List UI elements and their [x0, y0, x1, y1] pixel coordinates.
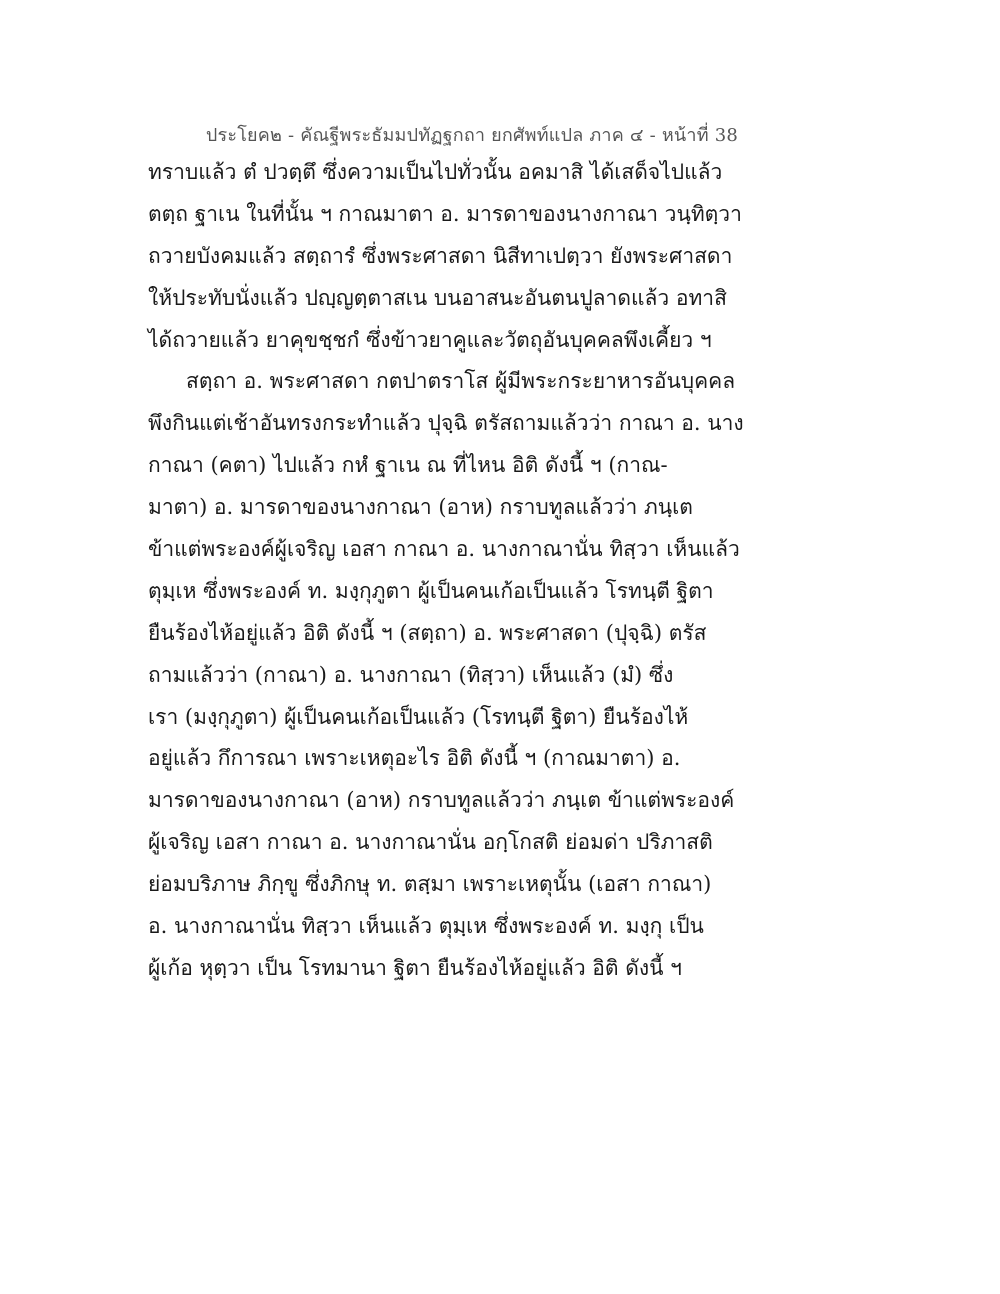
text-line: ผู้เจริญ เอสา กาณา อ. นางกาณานั่น อกฺโกสติ ย่อมด่า ปริภาสติ [148, 830, 713, 855]
text-line: ยืนร้องไห้อยู่แล้ว อิติ ดังนี้ ฯ (สตฺถา) อ. พระศาสดา (ปุจฺฉิ) ตรัส [148, 620, 707, 645]
body-text [148, 152, 744, 990]
paragraph-start-line: สตฺถา อ. พระศาสดา กตปาตราโส ผู้มีพระกระยาหารอันบุคคล [186, 369, 736, 394]
text-line: พึงกินแต่เช้าอันทรงกระทำแล้ว ปุจฺฉิ ตรัสถามแล้วว่า กาณา อ. นาง [148, 411, 744, 436]
text-line: ถามแล้วว่า (กาณา) อ. นางกาณา (ทิสฺวา) เห็นแล้ว (มํ) ซึ่ง [148, 662, 674, 687]
text-line: ผู้เก้อ หุตฺวา เป็น โรทมานา ฐิตา ยืนร้องไห้อยู่แล้ว อิติ ดังนี้ ฯ [148, 955, 682, 980]
text-line: ถวายบังคมแล้ว สตฺถารํ ซึ่งพระศาสดา นิสีทาเปตฺวา ยังพระศาสดา [148, 243, 733, 268]
text-line: ทราบแล้ว ตํ ปวตฺตึ ซึ่งความเป็นไปทั่วนั้น อคมาสิ ได้เสด็จไปแล้ว [148, 160, 723, 184]
running-header: ประโยค๒ - คัณฐีพระธัมมปทัฏฐกถา ยกศัพท์แปล ภาค ๔ - หน้าที่ 38 [205, 125, 738, 146]
text-line: กาณา (คตา) ไปแล้ว กหํ ฐาเน ณ ที่ไหน อิติ ดังนี้ ฯ (กาณ- [148, 453, 668, 478]
text-line: อยู่แล้ว กึการณา เพราะเหตุอะไร อิติ ดังนี้ ฯ (กาณมาตา) อ. [148, 746, 681, 771]
text-line: ได้ถวายแล้ว ยาคุขชฺชกํ ซึ่งข้าวยาคูและวัตถุอันบุคคลพึงเคี้ยว ฯ [148, 327, 712, 352]
text-line: ตตฺถ ฐาเน ในที่นั้น ฯ กาณมาตา อ. มารดาของนางกาณา วนฺทิตฺวา [148, 201, 742, 226]
text-line: ย่อมบริภาษ ภิกฺขู ซึ่งภิกษุ ท. ตสฺมา เพราะเหตุนั้น (เอสา กาณา) [148, 872, 712, 897]
text-line: ข้าแต่พระองค์ผู้เจริญ เอสา กาณา อ. นางกาณานั่น ทิสฺวา เห็นแล้ว [148, 537, 740, 562]
text-line: ตุมฺเห ซึ่งพระองค์ ท. มงฺกุภูตา ผู้เป็นคนเก้อเป็นแล้ว โรทนฺตี ฐิตา [148, 578, 714, 603]
text-line: เรา (มงฺกุภูตา) ผู้เป็นคนเก้อเป็นแล้ว (โรทนฺตี ฐิตา) ยืนร้องไห้ [148, 704, 689, 729]
text-line: อ. นางกาณานั่น ทิสฺวา เห็นแล้ว ตุมฺเห ซึ่งพระองค์ ท. มงฺกุ เป็น [148, 914, 704, 939]
text-line: มาตา) อ. มารดาของนางกาณา (อาห) กราบทูลแล้วว่า ภนฺเต [148, 495, 693, 520]
text-line: ให้ประทับนั่งแล้ว ปญฺญตฺตาสเน บนอาสนะอันตนปูลาดแล้ว อทาสิ [148, 285, 727, 310]
text-line: มารดาของนางกาณา (อาห) กราบทูลแล้วว่า ภนฺเต ข้าแต่พระองค์ [148, 788, 735, 813]
